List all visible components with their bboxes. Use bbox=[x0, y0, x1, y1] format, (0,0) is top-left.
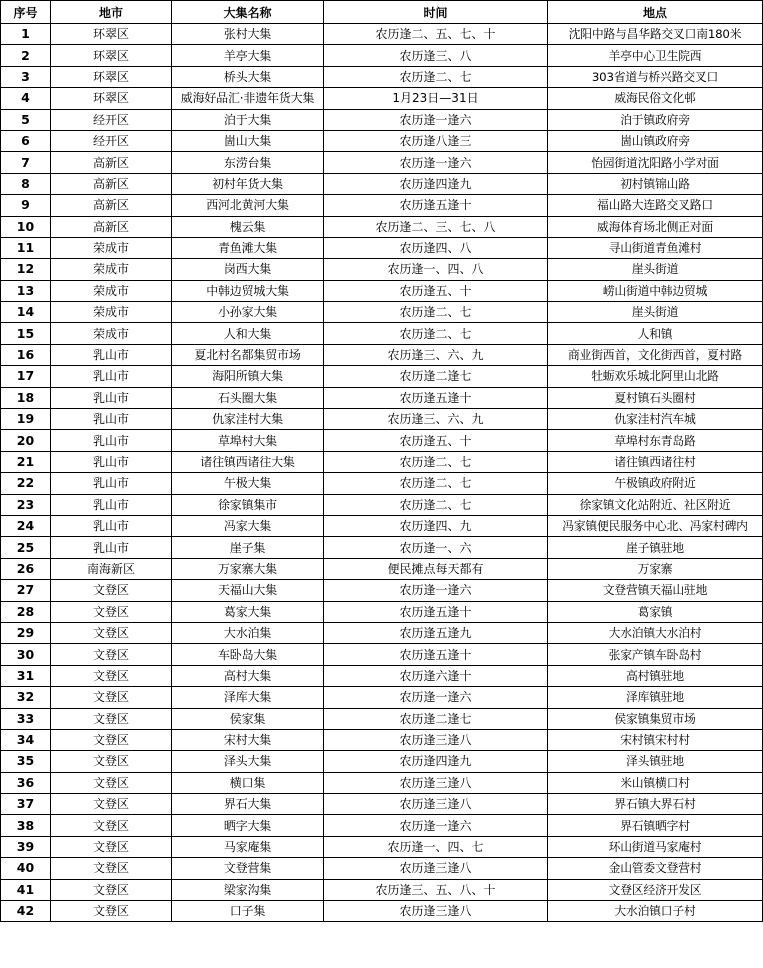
cell-city: 文登区 bbox=[51, 665, 172, 686]
cell-city: 乳山市 bbox=[51, 387, 172, 408]
cell-time: 农历逢一、四、七 bbox=[324, 836, 548, 857]
cell-time: 农历逢六逢十 bbox=[324, 665, 548, 686]
cell-market-name: 诸往镇西诸往大集 bbox=[172, 451, 324, 472]
table-row bbox=[1, 323, 763, 344]
cell-market-name: 泽库大集 bbox=[172, 687, 324, 708]
cell-market-name: 海阳所镇大集 bbox=[172, 366, 324, 387]
cell-index: 33 bbox=[1, 708, 51, 729]
cell-location: 威海体育场北侧正对面 bbox=[548, 216, 763, 237]
cell-location: 沈阳中路与昌华路交叉口南180米 bbox=[548, 24, 763, 45]
cell-market-name: 小孙家大集 bbox=[172, 302, 324, 323]
table-row bbox=[1, 644, 763, 665]
cell-market-name: 界石大集 bbox=[172, 794, 324, 815]
cell-index: 34 bbox=[1, 729, 51, 750]
cell-location: 文登营镇天福山驻地 bbox=[548, 580, 763, 601]
table-row bbox=[1, 601, 763, 622]
cell-market-name: 槐云集 bbox=[172, 216, 324, 237]
cell-market-name: 文登营集 bbox=[172, 858, 324, 879]
cell-market-name: 宋村大集 bbox=[172, 729, 324, 750]
cell-city: 高新区 bbox=[51, 216, 172, 237]
cell-index: 24 bbox=[1, 515, 51, 536]
cell-index: 35 bbox=[1, 751, 51, 772]
cell-location: 仇家洼村汽车城 bbox=[548, 409, 763, 430]
cell-index: 29 bbox=[1, 622, 51, 643]
cell-city: 文登区 bbox=[51, 879, 172, 900]
cell-location: 界石镇大界石村 bbox=[548, 794, 763, 815]
cell-time: 农历逢一逢六 bbox=[324, 687, 548, 708]
cell-index: 4 bbox=[1, 88, 51, 109]
cell-city: 文登区 bbox=[51, 836, 172, 857]
table-row bbox=[1, 451, 763, 472]
table-row bbox=[1, 366, 763, 387]
cell-time: 农历逢三逢八 bbox=[324, 729, 548, 750]
cell-city: 文登区 bbox=[51, 601, 172, 622]
cell-market-name: 徐家镇集市 bbox=[172, 494, 324, 515]
cell-index: 9 bbox=[1, 195, 51, 216]
cell-time: 农历逢五逢九 bbox=[324, 622, 548, 643]
cell-city: 经开区 bbox=[51, 109, 172, 130]
cell-location: 崖头街道 bbox=[548, 259, 763, 280]
cell-index: 31 bbox=[1, 665, 51, 686]
cell-time: 农历逢四逢九 bbox=[324, 751, 548, 772]
cell-index: 20 bbox=[1, 430, 51, 451]
table-row bbox=[1, 66, 763, 87]
cell-index: 7 bbox=[1, 152, 51, 173]
cell-location: 草埠村东青岛路 bbox=[548, 430, 763, 451]
cell-time: 农历逢二逢七 bbox=[324, 708, 548, 729]
table-row bbox=[1, 708, 763, 729]
cell-location: 大水泊镇口子村 bbox=[548, 901, 763, 922]
cell-index: 30 bbox=[1, 644, 51, 665]
cell-time: 便民摊点每天都有 bbox=[324, 558, 548, 579]
cell-index: 17 bbox=[1, 366, 51, 387]
cell-index: 19 bbox=[1, 409, 51, 430]
header-row bbox=[1, 1, 763, 24]
table-row bbox=[1, 687, 763, 708]
table-body bbox=[1, 24, 763, 922]
cell-market-name: 晒字大集 bbox=[172, 815, 324, 836]
table-row bbox=[1, 622, 763, 643]
table-row bbox=[1, 88, 763, 109]
table-row bbox=[1, 515, 763, 536]
cell-location: 初村镇锦山路 bbox=[548, 173, 763, 194]
header-market-name: 大集名称 bbox=[172, 1, 324, 24]
cell-market-name: 石头圈大集 bbox=[172, 387, 324, 408]
table-row bbox=[1, 387, 763, 408]
cell-location: 崮山镇政府旁 bbox=[548, 130, 763, 151]
cell-index: 40 bbox=[1, 858, 51, 879]
cell-city: 乳山市 bbox=[51, 409, 172, 430]
cell-city: 文登区 bbox=[51, 708, 172, 729]
cell-index: 28 bbox=[1, 601, 51, 622]
cell-index: 25 bbox=[1, 537, 51, 558]
table-row bbox=[1, 494, 763, 515]
cell-location: 大水泊镇大水泊村 bbox=[548, 622, 763, 643]
header-index: 序号 bbox=[1, 1, 51, 24]
cell-index: 42 bbox=[1, 901, 51, 922]
cell-city: 文登区 bbox=[51, 815, 172, 836]
cell-market-name: 泊于大集 bbox=[172, 109, 324, 130]
cell-market-name: 冯家大集 bbox=[172, 515, 324, 536]
cell-city: 乳山市 bbox=[51, 494, 172, 515]
cell-city: 高新区 bbox=[51, 173, 172, 194]
cell-index: 27 bbox=[1, 580, 51, 601]
table-row bbox=[1, 344, 763, 365]
cell-city: 荣成市 bbox=[51, 280, 172, 301]
cell-time: 农历逢二、五、七、十 bbox=[324, 24, 548, 45]
cell-market-name: 青鱼滩大集 bbox=[172, 237, 324, 258]
cell-city: 文登区 bbox=[51, 901, 172, 922]
cell-market-name: 羊亭大集 bbox=[172, 45, 324, 66]
table-row bbox=[1, 24, 763, 45]
cell-index: 10 bbox=[1, 216, 51, 237]
cell-location: 崖头街道 bbox=[548, 302, 763, 323]
header-location: 地点 bbox=[548, 1, 763, 24]
cell-index: 18 bbox=[1, 387, 51, 408]
table-row bbox=[1, 537, 763, 558]
cell-time: 农历逢二、七 bbox=[324, 66, 548, 87]
cell-time: 农历逢一逢六 bbox=[324, 152, 548, 173]
cell-city: 荣成市 bbox=[51, 237, 172, 258]
cell-time: 1月23日—31日 bbox=[324, 88, 548, 109]
cell-time: 农历逢五、十 bbox=[324, 430, 548, 451]
cell-market-name: 崖子集 bbox=[172, 537, 324, 558]
table-row bbox=[1, 858, 763, 879]
cell-time: 农历逢三逢八 bbox=[324, 901, 548, 922]
cell-market-name: 威海好品汇·非遗年货大集 bbox=[172, 88, 324, 109]
cell-index: 3 bbox=[1, 66, 51, 87]
cell-index: 8 bbox=[1, 173, 51, 194]
cell-location: 界石镇晒字村 bbox=[548, 815, 763, 836]
cell-location: 福山路大连路交叉路口 bbox=[548, 195, 763, 216]
cell-index: 23 bbox=[1, 494, 51, 515]
cell-time: 农历逢五逢十 bbox=[324, 601, 548, 622]
cell-time: 农历逢一、四、八 bbox=[324, 259, 548, 280]
cell-market-name: 崮山大集 bbox=[172, 130, 324, 151]
table-row bbox=[1, 558, 763, 579]
cell-city: 乳山市 bbox=[51, 366, 172, 387]
cell-time: 农历逢二、七 bbox=[324, 451, 548, 472]
cell-city: 文登区 bbox=[51, 772, 172, 793]
cell-location: 商业街西首，文化街西首，夏村路 bbox=[548, 344, 763, 365]
table-row bbox=[1, 836, 763, 857]
cell-time: 农历逢三、六、九 bbox=[324, 344, 548, 365]
table-row bbox=[1, 237, 763, 258]
header-time: 时间 bbox=[324, 1, 548, 24]
cell-market-name: 梁家沟集 bbox=[172, 879, 324, 900]
cell-location: 泽头镇驻地 bbox=[548, 751, 763, 772]
cell-location: 徐家镇文化站附近、社区附近 bbox=[548, 494, 763, 515]
cell-location: 张家产镇车卧岛村 bbox=[548, 644, 763, 665]
cell-location: 高村镇驻地 bbox=[548, 665, 763, 686]
table-row bbox=[1, 794, 763, 815]
cell-location: 金山管委文登营村 bbox=[548, 858, 763, 879]
table-row bbox=[1, 45, 763, 66]
cell-index: 6 bbox=[1, 130, 51, 151]
cell-location: 午极镇政府附近 bbox=[548, 473, 763, 494]
cell-index: 38 bbox=[1, 815, 51, 836]
cell-index: 5 bbox=[1, 109, 51, 130]
cell-city: 荣成市 bbox=[51, 259, 172, 280]
cell-market-name: 人和大集 bbox=[172, 323, 324, 344]
table-row bbox=[1, 751, 763, 772]
cell-city: 环翠区 bbox=[51, 88, 172, 109]
cell-market-name: 中韩边贸城大集 bbox=[172, 280, 324, 301]
cell-time: 农历逢三、八 bbox=[324, 45, 548, 66]
cell-location: 崂山街道中韩边贸城 bbox=[548, 280, 763, 301]
cell-city: 文登区 bbox=[51, 580, 172, 601]
cell-time: 农历逢一逢六 bbox=[324, 580, 548, 601]
cell-time: 农历逢三逢八 bbox=[324, 858, 548, 879]
cell-market-name: 张村大集 bbox=[172, 24, 324, 45]
cell-market-name: 泽头大集 bbox=[172, 751, 324, 772]
cell-index: 11 bbox=[1, 237, 51, 258]
cell-market-name: 桥头大集 bbox=[172, 66, 324, 87]
cell-market-name: 夏北村名都集贸市场 bbox=[172, 344, 324, 365]
cell-market-name: 午极大集 bbox=[172, 473, 324, 494]
cell-time: 农历逢一、六 bbox=[324, 537, 548, 558]
cell-city: 环翠区 bbox=[51, 24, 172, 45]
cell-market-name: 马家庵集 bbox=[172, 836, 324, 857]
table-row bbox=[1, 195, 763, 216]
cell-city: 乳山市 bbox=[51, 430, 172, 451]
table-row bbox=[1, 109, 763, 130]
cell-city: 文登区 bbox=[51, 858, 172, 879]
cell-index: 12 bbox=[1, 259, 51, 280]
cell-index: 15 bbox=[1, 323, 51, 344]
table-row bbox=[1, 216, 763, 237]
cell-index: 26 bbox=[1, 558, 51, 579]
cell-city: 文登区 bbox=[51, 794, 172, 815]
cell-location: 寻山街道青鱼滩村 bbox=[548, 237, 763, 258]
cell-city: 文登区 bbox=[51, 751, 172, 772]
cell-index: 39 bbox=[1, 836, 51, 857]
cell-city: 荣成市 bbox=[51, 302, 172, 323]
cell-time: 农历逢四、八 bbox=[324, 237, 548, 258]
cell-time: 农历逢三、五、八、十 bbox=[324, 879, 548, 900]
cell-time: 农历逢五逢十 bbox=[324, 195, 548, 216]
cell-time: 农历逢一逢六 bbox=[324, 815, 548, 836]
cell-time: 农历逢二逢七 bbox=[324, 366, 548, 387]
cell-location: 泽库镇驻地 bbox=[548, 687, 763, 708]
table-row bbox=[1, 665, 763, 686]
cell-city: 环翠区 bbox=[51, 45, 172, 66]
cell-time: 农历逢一逢六 bbox=[324, 109, 548, 130]
cell-location: 威海民俗文化邨 bbox=[548, 88, 763, 109]
cell-city: 高新区 bbox=[51, 195, 172, 216]
cell-market-name: 万家寨大集 bbox=[172, 558, 324, 579]
cell-time: 农历逢二、七 bbox=[324, 473, 548, 494]
cell-location: 米山镇横口村 bbox=[548, 772, 763, 793]
cell-city: 经开区 bbox=[51, 130, 172, 151]
cell-index: 1 bbox=[1, 24, 51, 45]
cell-location: 万家寨 bbox=[548, 558, 763, 579]
cell-city: 乳山市 bbox=[51, 537, 172, 558]
table-row bbox=[1, 409, 763, 430]
cell-city: 乳山市 bbox=[51, 451, 172, 472]
cell-market-name: 横口集 bbox=[172, 772, 324, 793]
table-row bbox=[1, 152, 763, 173]
cell-location: 羊亭中心卫生院西 bbox=[548, 45, 763, 66]
table-row bbox=[1, 130, 763, 151]
cell-city: 环翠区 bbox=[51, 66, 172, 87]
cell-time: 农历逢四、九 bbox=[324, 515, 548, 536]
cell-location: 侯家镇集贸市场 bbox=[548, 708, 763, 729]
table-row bbox=[1, 815, 763, 836]
cell-location: 崖子镇驻地 bbox=[548, 537, 763, 558]
cell-time: 农历逢五逢十 bbox=[324, 387, 548, 408]
cell-index: 14 bbox=[1, 302, 51, 323]
header-city: 地市 bbox=[51, 1, 172, 24]
cell-time: 农历逢八逢三 bbox=[324, 130, 548, 151]
table-row bbox=[1, 772, 763, 793]
cell-location: 人和镇 bbox=[548, 323, 763, 344]
cell-index: 2 bbox=[1, 45, 51, 66]
cell-city: 乳山市 bbox=[51, 473, 172, 494]
cell-market-name: 仇家洼村大集 bbox=[172, 409, 324, 430]
table-row bbox=[1, 580, 763, 601]
table-row bbox=[1, 473, 763, 494]
cell-market-name: 车卧岛大集 bbox=[172, 644, 324, 665]
table-row bbox=[1, 901, 763, 922]
cell-city: 文登区 bbox=[51, 622, 172, 643]
cell-index: 22 bbox=[1, 473, 51, 494]
cell-market-name: 口子集 bbox=[172, 901, 324, 922]
cell-market-name: 草埠村大集 bbox=[172, 430, 324, 451]
cell-market-name: 葛家大集 bbox=[172, 601, 324, 622]
cell-index: 32 bbox=[1, 687, 51, 708]
table-row bbox=[1, 302, 763, 323]
cell-time: 农历逢五逢十 bbox=[324, 644, 548, 665]
cell-time: 农历逢五、十 bbox=[324, 280, 548, 301]
cell-index: 37 bbox=[1, 794, 51, 815]
cell-location: 诸往镇西诸往村 bbox=[548, 451, 763, 472]
cell-market-name: 侯家集 bbox=[172, 708, 324, 729]
table-row bbox=[1, 280, 763, 301]
cell-market-name: 天福山大集 bbox=[172, 580, 324, 601]
cell-time: 农历逢三逢八 bbox=[324, 772, 548, 793]
cell-location: 怡园街道沈阳路小学对面 bbox=[548, 152, 763, 173]
cell-time: 农历逢二、七 bbox=[324, 323, 548, 344]
cell-time: 农历逢二、三、七、八 bbox=[324, 216, 548, 237]
cell-location: 葛家镇 bbox=[548, 601, 763, 622]
cell-market-name: 岗西大集 bbox=[172, 259, 324, 280]
cell-time: 农历逢三逢八 bbox=[324, 794, 548, 815]
cell-location: 泊于镇政府旁 bbox=[548, 109, 763, 130]
cell-index: 36 bbox=[1, 772, 51, 793]
table-row bbox=[1, 259, 763, 280]
cell-city: 乳山市 bbox=[51, 344, 172, 365]
cell-location: 宋村镇宋村村 bbox=[548, 729, 763, 750]
cell-index: 41 bbox=[1, 879, 51, 900]
cell-market-name: 东涝台集 bbox=[172, 152, 324, 173]
cell-time: 农历逢三、六、九 bbox=[324, 409, 548, 430]
cell-market-name: 西河北黄河大集 bbox=[172, 195, 324, 216]
cell-city: 南海新区 bbox=[51, 558, 172, 579]
cell-location: 303省道与桥兴路交叉口 bbox=[548, 66, 763, 87]
cell-city: 文登区 bbox=[51, 729, 172, 750]
table-row bbox=[1, 430, 763, 451]
cell-city: 文登区 bbox=[51, 644, 172, 665]
cell-index: 13 bbox=[1, 280, 51, 301]
table-row bbox=[1, 729, 763, 750]
cell-location: 牡蛎欢乐城北阿里山北路 bbox=[548, 366, 763, 387]
table-row bbox=[1, 173, 763, 194]
table-row bbox=[1, 879, 763, 900]
cell-time: 农历逢二、七 bbox=[324, 494, 548, 515]
cell-city: 乳山市 bbox=[51, 515, 172, 536]
cell-market-name: 初村年货大集 bbox=[172, 173, 324, 194]
cell-location: 文登区经济开发区 bbox=[548, 879, 763, 900]
cell-time: 农历逢四逢九 bbox=[324, 173, 548, 194]
cell-city: 文登区 bbox=[51, 687, 172, 708]
cell-location: 夏村镇石头圈村 bbox=[548, 387, 763, 408]
cell-index: 16 bbox=[1, 344, 51, 365]
cell-location: 环山街道马家庵村 bbox=[548, 836, 763, 857]
cell-index: 21 bbox=[1, 451, 51, 472]
cell-city: 荣成市 bbox=[51, 323, 172, 344]
cell-market-name: 大水泊集 bbox=[172, 622, 324, 643]
cell-market-name: 高村大集 bbox=[172, 665, 324, 686]
cell-time: 农历逢二、七 bbox=[324, 302, 548, 323]
cell-location: 冯家镇便民服务中心北、冯家村碑内 bbox=[548, 515, 763, 536]
cell-city: 高新区 bbox=[51, 152, 172, 173]
